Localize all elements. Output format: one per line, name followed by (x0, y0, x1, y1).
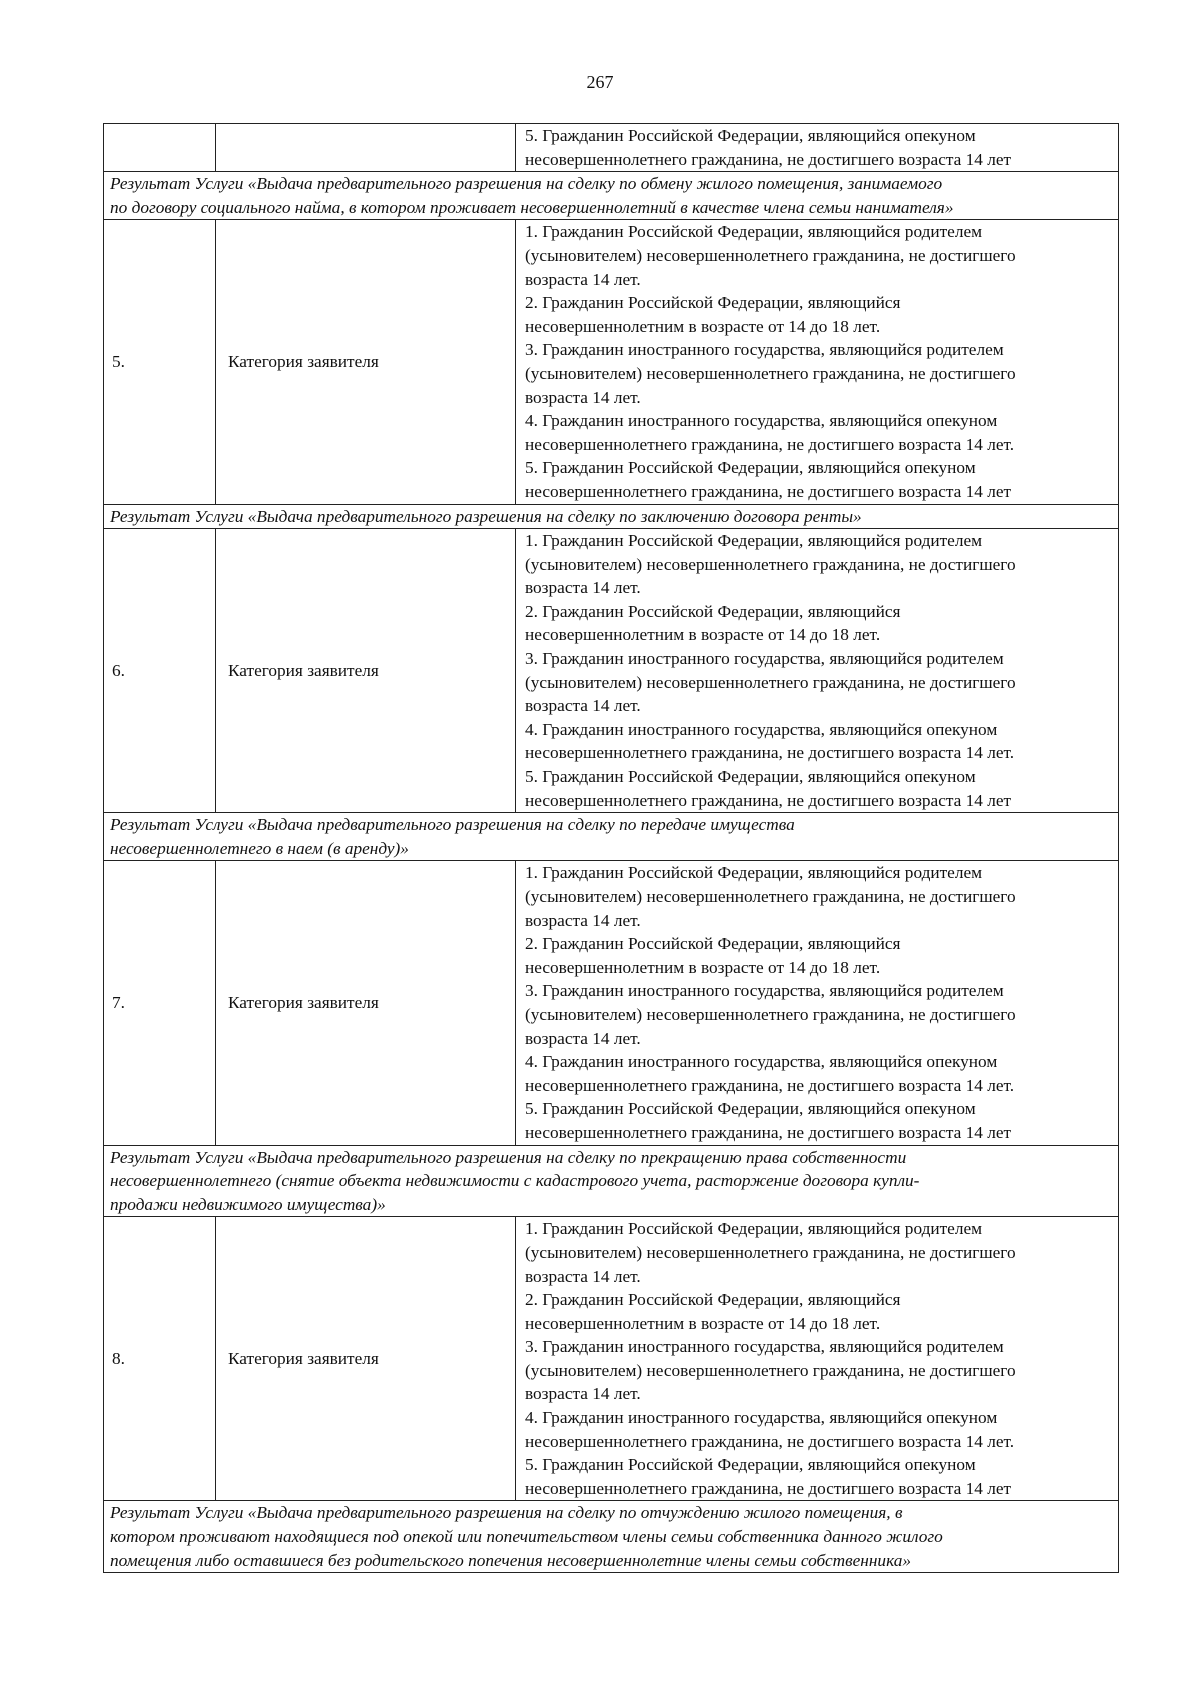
result-title-line: Результат Услуги «Выдача предварительного разрешения на сделку по передаче имущества (110, 815, 795, 835)
list-line: (усыновителем) несовершеннолетнего гражданина, не достигшего (525, 363, 1016, 383)
list-line: 1. Гражданин Российской Федерации, являющийся родителем (525, 531, 983, 551)
result-title-line: Результат Услуги «Выдача предварительного разрешения на сделку по заключению договора ренты» (110, 506, 862, 526)
list-line: 5. Гражданин Российской Федерации, являющийся опекуном (525, 458, 976, 478)
list-line: несовершеннолетнего гражданина, не достигшего возраста 14 лет (525, 149, 1012, 169)
list-line: 2. Гражданин Российской Федерации, являющийся (525, 934, 901, 954)
list-line: возраста 14 лет. (525, 269, 641, 289)
table-row-continuation (104, 124, 1119, 172)
list-line: несовершеннолетнего гражданина, не достигшего возраста 14 лет (525, 1478, 1012, 1498)
result-row (104, 813, 1119, 861)
result-title-cell (104, 504, 1119, 529)
list-line: 3. Гражданин иностранного государства, являющийся родителем (525, 981, 1004, 1001)
table-row (104, 220, 1119, 504)
result-title-line: помещения либо оставшиеся без родительского попечения несовершеннолетние члены семьи собственника» (110, 1550, 912, 1570)
result-title-line: продажи недвижимого имущества)» (110, 1194, 386, 1214)
result-title-line: Результат Услуги «Выдача предварительного разрешения на сделку по обмену жилого помещения, занимаемого (110, 174, 943, 194)
result-title-line: Результат Услуги «Выдача предварительного разрешения на сделку по отчуждению жилого помещения, в (110, 1503, 903, 1523)
list-line: 3. Гражданин иностранного государства, являющийся родителем (525, 340, 1004, 360)
list-line: (усыновителем) несовершеннолетнего гражданина, не достигшего (525, 887, 1016, 906)
list-line: (усыновителем) несовершеннолетнего гражданина, не достигшего (525, 1360, 1016, 1380)
list-line: несовершеннолетним в возрасте от 14 до 18 лет. (525, 957, 881, 977)
category-cell (216, 124, 516, 172)
list-line: 5. Гражданин Российской Федерации, являющийся опекуном (525, 1099, 976, 1119)
applicant-list-cell (516, 861, 1119, 1145)
list-line: возраста 14 лет. (525, 1384, 641, 1404)
row-number: 8. (104, 1217, 216, 1501)
list-line: возраста 14 лет. (525, 696, 641, 716)
list-line: (усыновителем) несовершеннолетнего гражданина, не достигшего (525, 1004, 1016, 1024)
list-line: (усыновителем) несовершеннолетнего гражданина, не достигшего (525, 554, 1016, 574)
list-line: 4. Гражданин иностранного государства, являющийся опекуном (525, 719, 998, 739)
list-line: несовершеннолетнего гражданина, не достигшего возраста 14 лет (525, 481, 1012, 501)
list-line: 1. Гражданин Российской Федерации, являющийся родителем (525, 222, 983, 242)
result-title-cell (104, 1501, 1119, 1573)
list-line: 5. Гражданин Российской Федерации, являющийся опекуном (525, 767, 976, 787)
list-line: (усыновителем) несовершеннолетнего гражданина, не достигшего (525, 672, 1016, 692)
result-title-line: Результат Услуги «Выдача предварительного разрешения на сделку по прекращению права собственности (110, 1147, 907, 1167)
list-line: 3. Гражданин иностранного государства, являющийся родителем (525, 1337, 1004, 1357)
applicant-list-cell (516, 1217, 1119, 1501)
result-row (104, 504, 1119, 529)
list-line: 5. Гражданин Российской Федерации, являющийся опекуном (525, 1455, 976, 1475)
list-line: 1. Гражданин Российской Федерации, являющийся родителем (525, 1219, 983, 1239)
result-title-line: по договору социального найма, в котором проживает несовершеннолетний в качестве члена семьи нанимателя» (110, 197, 954, 217)
list-line: 4. Гражданин иностранного государства, являющийся опекуном (525, 411, 998, 431)
applicant-list-cell (516, 124, 1119, 172)
list-line: несовершеннолетним в возрасте от 14 до 18 лет. (525, 625, 881, 645)
category-label: Категория заявителя (216, 861, 516, 1145)
category-label: Категория заявителя (216, 220, 516, 504)
list-line: несовершеннолетнего гражданина, не достигшего возраста 14 лет. (525, 1075, 1015, 1095)
row-number: 6. (104, 529, 216, 813)
list-line: 4. Гражданин иностранного государства, являющийся опекуном (525, 1052, 998, 1072)
result-row (104, 1501, 1119, 1573)
applicant-list-cell (516, 529, 1119, 813)
list-line: несовершеннолетнего гражданина, не достигшего возраста 14 лет (525, 1122, 1012, 1142)
list-line: 2. Гражданин Российской Федерации, являющийся (525, 1290, 901, 1310)
table-row (104, 1217, 1119, 1501)
table-row (104, 861, 1119, 1145)
list-line: несовершеннолетним в возрасте от 14 до 18 лет. (525, 1313, 881, 1333)
list-line: несовершеннолетнего гражданина, не достигшего возраста 14 лет. (525, 743, 1015, 763)
result-row (104, 172, 1119, 220)
list-line: несовершеннолетним в возрасте от 14 до 18 лет. (525, 316, 881, 336)
list-line: возраста 14 лет. (525, 910, 641, 930)
result-title-line: несовершеннолетнего в наем (в аренду)» (110, 838, 409, 858)
category-label: Категория заявителя (216, 1217, 516, 1501)
applicant-list-cell (516, 220, 1119, 504)
list-line: возраста 14 лет. (525, 1028, 641, 1048)
list-line: (усыновителем) несовершеннолетнего гражданина, не достигшего (525, 245, 1016, 265)
list-line: 3. Гражданин иностранного государства, являющийся родителем (525, 649, 1004, 669)
row-number: 7. (104, 861, 216, 1145)
table-body (104, 124, 1119, 1573)
list-line: несовершеннолетнего гражданина, не достигшего возраста 14 лет (525, 790, 1012, 810)
number-cell (104, 124, 216, 172)
list-line: (усыновителем) несовершеннолетнего гражданина, не достигшего (525, 1242, 1016, 1262)
list-line: 1. Гражданин Российской Федерации, являющийся родителем (525, 863, 983, 883)
list-line: 4. Гражданин иностранного государства, являющийся опекуном (525, 1408, 998, 1428)
list-line: 2. Гражданин Российской Федерации, являющийся (525, 601, 901, 621)
list-line: возраста 14 лет. (525, 387, 641, 407)
result-title-line: котором проживают находящиеся под опекой или попечительством члены семьи собственника данного жилого (110, 1527, 943, 1547)
page-number: 267 (586, 72, 614, 92)
list-line: несовершеннолетнего гражданина, не достигшего возраста 14 лет. (525, 434, 1015, 454)
list-line: несовершеннолетнего гражданина, не достигшего возраста 14 лет. (525, 1431, 1015, 1451)
result-title-line: несовершеннолетнего (снятие объекта недвижимости с кадастрового учета, расторжение договора купли- (110, 1171, 920, 1191)
list-line: 2. Гражданин Российской Федерации, являющийся (525, 293, 901, 313)
service-table (103, 123, 1119, 1573)
table-row (104, 529, 1119, 813)
result-title-cell (104, 1145, 1119, 1217)
category-label: Категория заявителя (216, 529, 516, 813)
list-line: возраста 14 лет. (525, 578, 641, 598)
list-line: 5. Гражданин Российской Федерации, являющийся опекуном (525, 126, 976, 145)
result-row (104, 1145, 1119, 1217)
result-title-cell (104, 813, 1119, 861)
result-title-cell (104, 172, 1119, 220)
list-line: возраста 14 лет. (525, 1266, 641, 1286)
row-number: 5. (104, 220, 216, 504)
